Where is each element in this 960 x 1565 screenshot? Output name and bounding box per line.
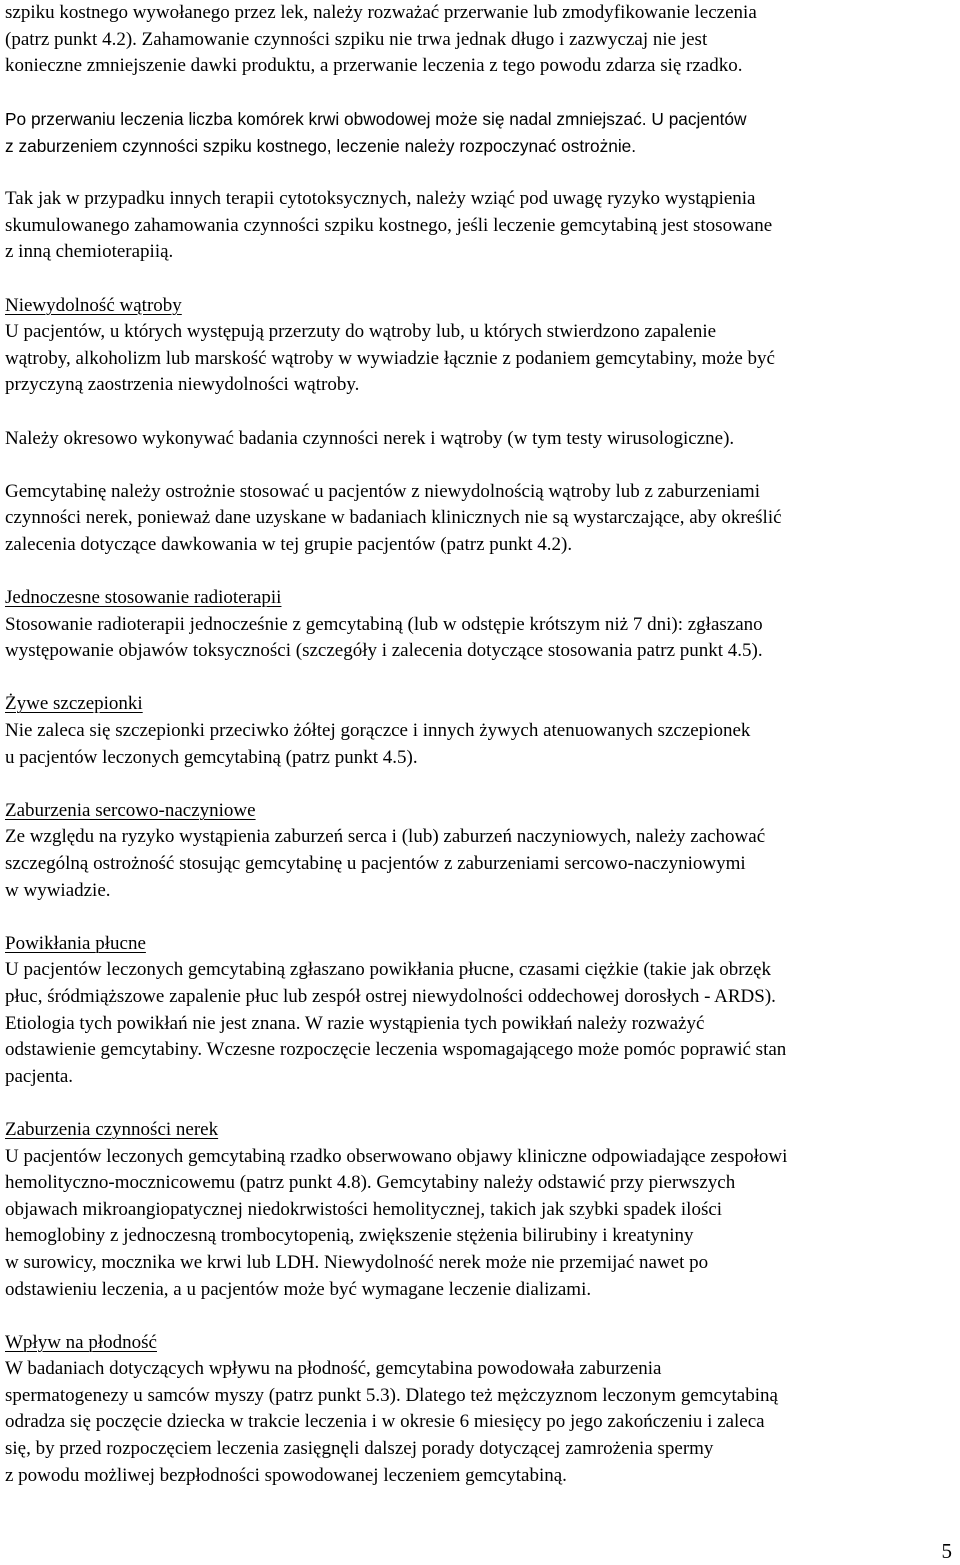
text-line: wątroby, alkoholizm lub marskość wątroby w wywiadzie łącznie z podaniem gemcytabiny, może być: [5, 347, 775, 369]
section-fertility: [5, 1330, 955, 1490]
text-line: pacjenta.: [5, 1065, 74, 1087]
text-line: Gemcytabinę należy ostrożnie stosować u pacjentów z niewydolnością wątroby lub z zaburzeniami: [5, 480, 760, 502]
section-heading-text: Żywe szczepionki: [5, 693, 143, 715]
text-line: U pacjentów leczonych gemcytabiną zgłaszano powikłania płucne, czasami ciężkie (takie jak obrzęk: [5, 959, 771, 981]
text-line: Tak jak w przypadku innych terapii cytotoksycznych, należy wziąć pod uwagę ryzyko wystąpienia: [5, 188, 756, 210]
section-radiotherapy: [5, 585, 955, 665]
text-line: W badaniach dotyczących wpływu na płodność, gemcytabina powodowała zaburzenia: [5, 1358, 662, 1380]
section-liver: [5, 293, 955, 399]
section-heading-text: Niewydolność wątroby: [5, 294, 182, 316]
section-vaccines: [5, 691, 955, 771]
text-line: odradza się poczęcie dziecka w trakcie leczenia i w okresie 6 miesięcy po jego zakończeniu i zaleca: [5, 1411, 765, 1433]
document-page: [5, 0, 955, 1489]
text-line: z inną chemioterapiią.: [5, 241, 174, 263]
section-heading: [5, 931, 955, 958]
section-pulmonary: [5, 931, 955, 1091]
paragraph-caution: [5, 479, 955, 559]
text-line: odstawienie gemcytabiny. Wczesne rozpoczęcie leczenia wspomagającego może pomóc poprawić stan: [5, 1039, 787, 1061]
text-line: hemoglobiny z jednoczesną trombocytopenią, zwiększenie stężenia bilirubiny i kreatyniny: [5, 1225, 694, 1247]
text-line: zalecenia dotyczące dawkowania w tej grupie pacjentów (patrz punkt 4.2).: [5, 533, 573, 555]
section-heading-text: Jednoczesne stosowanie radioterapii: [5, 587, 282, 609]
section-heading: [5, 585, 955, 612]
paragraph-tests: [5, 426, 955, 453]
text-line: przyczyną zaostrzenia niewydolności wątroby.: [5, 374, 360, 396]
text-line: szpiku kostnego wywołanego przez lek, należy rozważać przerwanie lub zmodyfikowanie leczenia: [5, 2, 757, 23]
paragraph-cytotoxic: [5, 186, 955, 266]
text-line: z zaburzeniem czynności szpiku kostnego, leczenie należy rozpoczynać ostrożnie.: [5, 135, 637, 156]
section-heading: [5, 798, 955, 825]
section-heading-text: Zaburzenia czynności nerek: [5, 1118, 219, 1140]
text-line: Po przerwaniu leczenia liczba komórek krwi obwodowej może się nadal zmniejszać. U pacjentów: [5, 109, 747, 130]
paragraph-interrupt: [5, 106, 955, 159]
text-line: z powodu możliwej bezpłodności spowodowanej leczeniem gemcytabiną.: [5, 1464, 567, 1486]
section-heading: [5, 691, 955, 718]
paragraph-intro: [5, 0, 955, 80]
section-heading-text: Powikłania płucne: [5, 932, 146, 954]
text-line: Ze względu na ryzyko wystąpienia zaburzeń serca i (lub) zaburzeń naczyniowych, należy zachować: [5, 826, 766, 848]
text-line: skumulowanego zahamowania czynności szpiku kostnego, jeśli leczenie gemcytabiną jest stosowane: [5, 214, 773, 236]
section-heading: [5, 1330, 955, 1357]
section-renal: [5, 1117, 955, 1303]
text-line: U pacjentów, u których występują przerzuty do wątroby lub, u których stwierdzono zapalenie: [5, 321, 717, 343]
text-line: Stosowanie radioterapii jednocześnie z gemcytabiną (lub w odstępie krótszym niż 7 dni): zgłaszano: [5, 613, 763, 635]
text-line: spermatogenezy u samców myszy (patrz punkt 5.3). Dlatego też mężczyznom leczonym gemcytabiną: [5, 1384, 778, 1406]
text-line: hemolityczno-mocznicowemu (patrz punkt 4.8). Gemcytabiny należy odstawić przy pierwszych: [5, 1172, 736, 1194]
text-line: w surowicy, mocznika we krwi lub LDH. Niewydolność nerek może nie przemijać nawet po: [5, 1251, 709, 1273]
text-line: się, by przed rozpoczęciem leczenia zasięgnęli dalszej porady dotyczącej zamrożenia spermy: [5, 1438, 714, 1460]
text-line: w wywiadzie.: [5, 879, 111, 901]
text-line: (patrz punkt 4.2). Zahamowanie czynności szpiku nie trwa jednak długo i zazwyczaj nie jest: [5, 28, 708, 50]
section-cardiovascular: [5, 798, 955, 904]
section-heading: [5, 293, 955, 320]
text-line: Etiologia tych powikłań nie jest znana. W razie wystąpienia tych powikłań należy rozważyć: [5, 1012, 705, 1034]
text-line: czynności nerek, ponieważ dane uzyskane w badaniach klinicznych nie są wystarczające, aby określić: [5, 507, 782, 529]
text-line: Należy okresowo wykonywać badania czynności nerek i wątroby (w tym testy wirusologiczne).: [5, 427, 735, 449]
text-line: Nie zaleca się szczepionki przeciwko żółtej gorączce i innych żywych atenuowanych szczepionek: [5, 720, 751, 742]
section-heading-text: Zaburzenia sercowo-naczyniowe: [5, 799, 256, 821]
text-line: odstawieniu leczenia, a u pacjentów może być wymagane leczenie dializami.: [5, 1278, 592, 1300]
text-line: u pacjentów leczonych gemcytabiną (patrz punkt 4.5).: [5, 746, 418, 768]
text-line: szczególną ostrożność stosując gemcytabinę u pacjentów z zaburzeniami sercowo-naczyniowymi: [5, 853, 746, 874]
page-number: 5: [941, 1539, 952, 1563]
text-line: konieczne zmniejszenie dawki produktu, a przerwanie leczenia z tego powodu zdarza się rzadko.: [5, 55, 743, 77]
text-line: U pacjentów leczonych gemcytabiną rzadko obserwowano objawy kliniczne odpowiadające zespołowi: [5, 1145, 788, 1167]
text-line: występowanie objawów toksyczności (szczegóły i zalecenia dotyczące stosowania patrz punkt 4.5).: [5, 640, 763, 662]
text-line: płuc, śródmiąższowe zapalenie płuc lub zespół ostrej niewydolności oddechowej dorosłych - ARDS).: [5, 985, 776, 1007]
text-line: objawach mikroangiopatycznej niedokrwistości hemolitycznej, takich jak szybki spadek ilości: [5, 1198, 723, 1220]
section-heading: [5, 1117, 955, 1144]
section-heading-text: Wpływ na płodność: [5, 1331, 157, 1353]
